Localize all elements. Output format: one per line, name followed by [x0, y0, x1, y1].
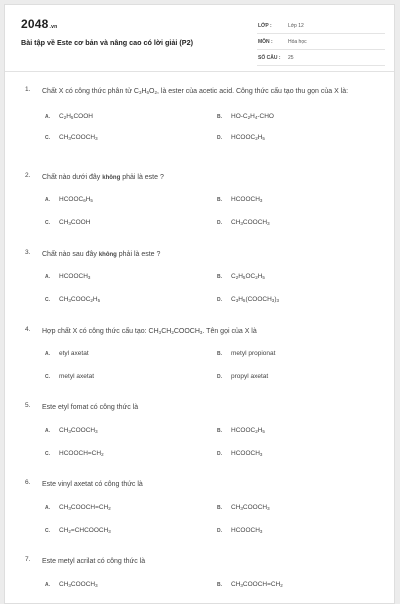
- answer-option[interactable]: [217, 504, 270, 511]
- answer-option[interactable]: [45, 113, 93, 120]
- option-text: $CH_2=CHCOOCH_3$: [59, 527, 111, 534]
- option-text: $CH_3COOH$: [59, 219, 91, 226]
- option-text: $HCOOC_2H_5$: [231, 427, 265, 434]
- worksheet-page: [4, 4, 395, 604]
- option-text: $CH_3COOC_2H_5$: [59, 296, 101, 303]
- answer-option[interactable]: [45, 450, 104, 457]
- option-text: $CH_3COOCH=CH_2$: [59, 504, 111, 511]
- logo-text: 2048: [21, 17, 49, 31]
- option-text: metyl axetat: [59, 373, 95, 380]
- answer-option[interactable]: [217, 196, 262, 203]
- option-letter: C.: [45, 451, 50, 457]
- option-letter: A.: [45, 428, 50, 434]
- option-letter: C.: [45, 220, 50, 226]
- answer-option[interactable]: [45, 527, 111, 534]
- question-text: Este etyl fomat có công thức là: [42, 404, 139, 411]
- answer-option[interactable]: [217, 296, 279, 303]
- meta-value: 25: [288, 55, 294, 61]
- question-text: Este metyl acrilat có công thức là: [42, 558, 146, 565]
- header-divider: [5, 71, 394, 72]
- option-text: $CH_3COOCH_3$: [59, 427, 98, 434]
- answer-option[interactable]: [45, 373, 94, 380]
- meta-label: MÔN :: [258, 39, 273, 45]
- answer-option[interactable]: [45, 134, 98, 141]
- answer-option[interactable]: [217, 219, 270, 226]
- answer-option[interactable]: [45, 296, 100, 303]
- option-letter: B.: [217, 197, 222, 203]
- answer-option[interactable]: [217, 350, 275, 357]
- option-text: $C_2H_5OC_2H_5$: [231, 273, 265, 280]
- option-letter: A.: [45, 274, 50, 280]
- answer-option[interactable]: [45, 504, 111, 511]
- option-letter: B.: [217, 351, 222, 357]
- question-number: 2.: [25, 172, 31, 179]
- question-text: Chất nào sau đây không phải là este ?: [42, 251, 161, 258]
- option-text: $CH_3COOCH_3$: [231, 219, 270, 226]
- option-text: $CH_3COOCH_3$: [59, 134, 98, 141]
- option-letter: D.: [217, 297, 222, 303]
- answer-option[interactable]: [217, 527, 262, 534]
- meta-label: LỚP :: [258, 23, 272, 29]
- question-number: 4.: [25, 326, 31, 333]
- answer-option[interactable]: [45, 427, 98, 434]
- option-text: $HCOOCH_3$: [231, 450, 263, 457]
- site-logo[interactable]: [21, 17, 57, 31]
- option-letter: B.: [217, 114, 222, 120]
- page-title: Bài tập về Este cơ bản và nâng cao có lời giải (P2): [21, 38, 193, 47]
- meta-value: Lớp 12: [288, 23, 304, 29]
- answer-option[interactable]: [217, 273, 265, 280]
- question-number: 6.: [25, 479, 31, 486]
- option-letter: A.: [45, 114, 50, 120]
- option-letter: A.: [45, 505, 50, 511]
- answer-option[interactable]: [217, 134, 265, 141]
- option-letter: D.: [217, 135, 222, 141]
- option-text: $HO-C_2H_4$-CHO: [231, 113, 274, 120]
- answer-option[interactable]: [217, 113, 274, 120]
- question-text: Hợp chất X có công thức cấu tạo: $CH_3CH_2COOCH_3$. Tên gọi của X là: [42, 328, 257, 335]
- option-letter: A.: [45, 197, 50, 203]
- meta-row-subject: [257, 35, 385, 50]
- option-text: etyl axetat: [59, 350, 89, 357]
- option-text: propyl axetat: [231, 373, 269, 380]
- option-text: $HCOOCH_3$: [59, 273, 91, 280]
- option-letter: A.: [45, 351, 50, 357]
- question-number: 3.: [25, 249, 31, 256]
- answer-option[interactable]: [217, 450, 262, 457]
- option-text: $HCOOCH_3$: [231, 527, 263, 534]
- answer-option[interactable]: [45, 581, 98, 588]
- option-text: $HCOOCH=CH_2$: [59, 450, 104, 457]
- option-letter: C.: [45, 528, 50, 534]
- answer-option[interactable]: [45, 219, 90, 226]
- answer-option[interactable]: [45, 350, 89, 357]
- meta-info: [257, 19, 385, 67]
- answer-option[interactable]: [217, 581, 283, 588]
- option-text: $CH_3COOCH=CH_2$: [231, 581, 283, 588]
- option-letter: D.: [217, 451, 222, 457]
- option-letter: D.: [217, 374, 222, 380]
- option-text: $HCOOCH_3$: [231, 196, 263, 203]
- answer-option[interactable]: [217, 373, 268, 380]
- answer-option[interactable]: [45, 196, 93, 203]
- meta-row-grade: [257, 19, 385, 34]
- question-text: Este vinyl axetat có công thức là: [42, 481, 143, 488]
- option-letter: D.: [217, 528, 222, 534]
- option-text: metyl propionat: [231, 350, 276, 357]
- question-number: 1.: [25, 86, 31, 93]
- option-text: $C_3H_5(COOCH_3)_3$: [231, 296, 279, 303]
- option-letter: C.: [45, 374, 50, 380]
- option-letter: C.: [45, 297, 50, 303]
- option-letter: D.: [217, 220, 222, 226]
- option-letter: C.: [45, 135, 50, 141]
- option-text: $CH_3COOCH_3$: [59, 581, 98, 588]
- page-header: [5, 5, 394, 67]
- answer-option[interactable]: [217, 427, 265, 434]
- option-text: $HCOOC_2H_5$: [231, 134, 265, 141]
- option-letter: B.: [217, 274, 222, 280]
- option-text: $C_2H_5COOH$: [59, 113, 93, 120]
- meta-row-count: [257, 51, 385, 66]
- question-number: 7.: [25, 556, 31, 563]
- meta-label: SỐ CÂU :: [258, 55, 281, 61]
- option-text: $HCOOC_6H_5$: [59, 196, 93, 203]
- option-letter: B.: [217, 428, 222, 434]
- logo-tld: .vn: [49, 24, 58, 30]
- option-letter: B.: [217, 582, 222, 588]
- question-text: Chất nào dưới đây không phải là este ?: [42, 174, 164, 181]
- meta-value: Hóa học: [288, 39, 307, 45]
- question-text: Chất X có công thức phân tử $C_3H_6O_2$, là ester của acetic acid. Công thức cấu tạo thu gọn của X là:: [42, 88, 349, 95]
- answer-option[interactable]: [45, 273, 90, 280]
- option-letter: B.: [217, 505, 222, 511]
- question-number: 5.: [25, 402, 31, 409]
- option-letter: A.: [45, 582, 50, 588]
- option-text: $CH_3COOCH_3$: [231, 504, 270, 511]
